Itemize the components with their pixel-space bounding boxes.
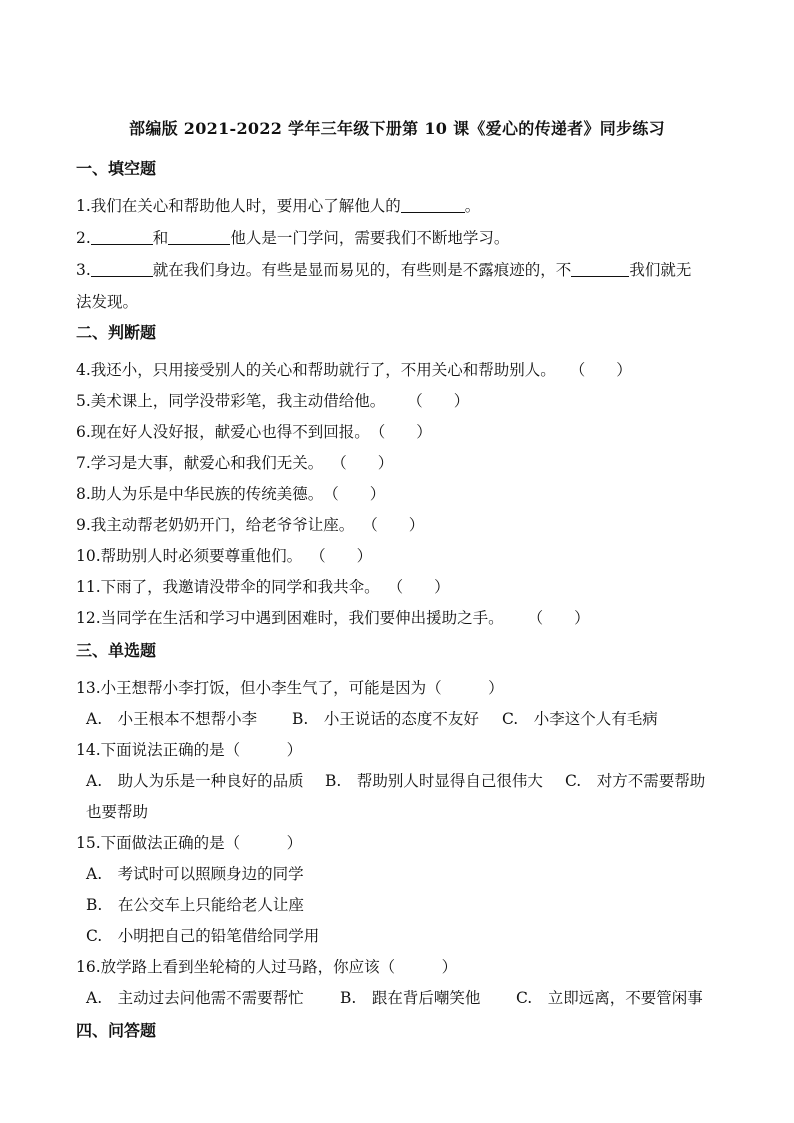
choice-question-14: 14.下面说法正确的是（ ） [76, 741, 303, 759]
judge-question-9 [76, 513, 424, 535]
option-c: C. 对方不需要帮助 [565, 772, 706, 790]
page-title: 部编版 2021-2022 学年三年级下册第 10 课《爱心的传递者》同步练习 [129, 119, 665, 138]
answer-paren: （ ） [527, 609, 590, 627]
option-b: B. 在公交车上只能给老人让座 [86, 896, 304, 914]
answer-paren: （ ） [387, 578, 450, 596]
judge-text: 4.我还小，只用接受别人的关心和帮助就行了，不用关心和帮助别人。 [76, 361, 556, 379]
choice-question-16: 16.放学路上看到坐轮椅的人过马路，你应该（ ） [76, 958, 458, 976]
judge-question-10 [76, 544, 372, 566]
answer-blank [91, 228, 153, 245]
option-c: C. 小李这个人有毛病 [502, 710, 658, 728]
question-2-text-b: 他人是一门学问，需要我们不断地学习。 [230, 229, 510, 247]
option-a: A. 主动过去问他需不需要帮忙 [86, 989, 304, 1007]
judge-question-7 [76, 451, 393, 473]
option-b: B. 帮助别人时显得自己很伟大 [325, 772, 543, 790]
answer-blank [571, 260, 629, 277]
option-c-continued: 也要帮助 [86, 803, 149, 821]
answer-paren: （ ） [407, 392, 470, 410]
choice-question-13: 13.小王想帮小李打饭，但小李生气了，可能是因为（ ） [76, 679, 504, 697]
judge-question-4 [76, 358, 632, 380]
section-judge-heading: 二、判断题 [76, 323, 157, 342]
judge-text: 9.我主动帮老奶奶开门，给老爷爷让座。 [76, 516, 355, 534]
answer-blank [168, 228, 230, 245]
question-3-continued: 法发现。 [76, 293, 139, 311]
section-qa-heading: 四、问答题 [76, 1021, 157, 1040]
option-a: A. 小王根本不想帮小李 [86, 710, 258, 728]
question-3 [76, 258, 691, 280]
question-1 [76, 194, 480, 216]
judge-text: 8.助人为乐是中华民族的传统美德。 [76, 485, 324, 503]
judge-question-11 [76, 575, 450, 597]
choice-question-15: 15.下面做法正确的是（ ） [76, 834, 303, 852]
question-2-text-a: 和 [152, 229, 169, 247]
option-b: B. 小王说话的态度不友好 [292, 710, 479, 728]
option-a: A. 考试时可以照顾身边的同学 [86, 865, 304, 883]
question-2-number: 2. [76, 229, 91, 247]
judge-question-12 [76, 606, 590, 628]
answer-paren: （ ） [369, 423, 432, 441]
option-a: A. 助人为乐是一种良好的品质 [86, 772, 304, 790]
option-c: C. 立即远离，不要管闲事 [516, 989, 703, 1007]
judge-question-8 [76, 482, 385, 504]
answer-paren: （ ） [569, 361, 632, 379]
judge-text: 11.下雨了，我邀请没带伞的同学和我共伞。 [76, 578, 380, 596]
option-c: C. 小明把自己的铅笔借给同学用 [86, 927, 320, 945]
judge-question-5 [76, 389, 469, 411]
option-b: B. 跟在背后嘲笑他 [340, 989, 481, 1007]
judge-question-6 [76, 420, 432, 442]
judge-text: 5.美术课上，同学没带彩笔，我主动借给他。 [76, 392, 386, 410]
judge-text: 6.现在好人没好报，献爱心也得不到回报。 [76, 423, 370, 441]
judge-text: 12.当同学在生活和学习中遇到困难时，我们要伸出援助之手。 [76, 609, 504, 627]
judge-text: 10.帮助别人时必须要尊重他们。 [76, 547, 303, 565]
answer-blank [401, 196, 465, 213]
question-1-text: 1.我们在关心和帮助他人时，要用心了解他人的 [76, 197, 401, 215]
answer-paren: （ ） [331, 454, 394, 472]
question-3-text-b: 我们就无 [629, 261, 692, 279]
answer-blank [91, 260, 153, 277]
answer-paren: （ ） [310, 547, 373, 565]
answer-paren: （ ） [323, 485, 386, 503]
question-1-end: 。 [464, 197, 481, 215]
question-3-text-a: 就在我们身边。有些是显而易见的，有些则是不露痕迹的，不 [152, 261, 572, 279]
answer-paren: （ ） [362, 516, 425, 534]
section-fill-heading: 一、填空题 [76, 159, 157, 178]
question-3-number: 3. [76, 261, 91, 279]
question-2 [76, 226, 509, 248]
section-choice-heading: 三、单选题 [76, 641, 157, 660]
judge-text: 7.学习是大事，献爱心和我们无关。 [76, 454, 324, 472]
